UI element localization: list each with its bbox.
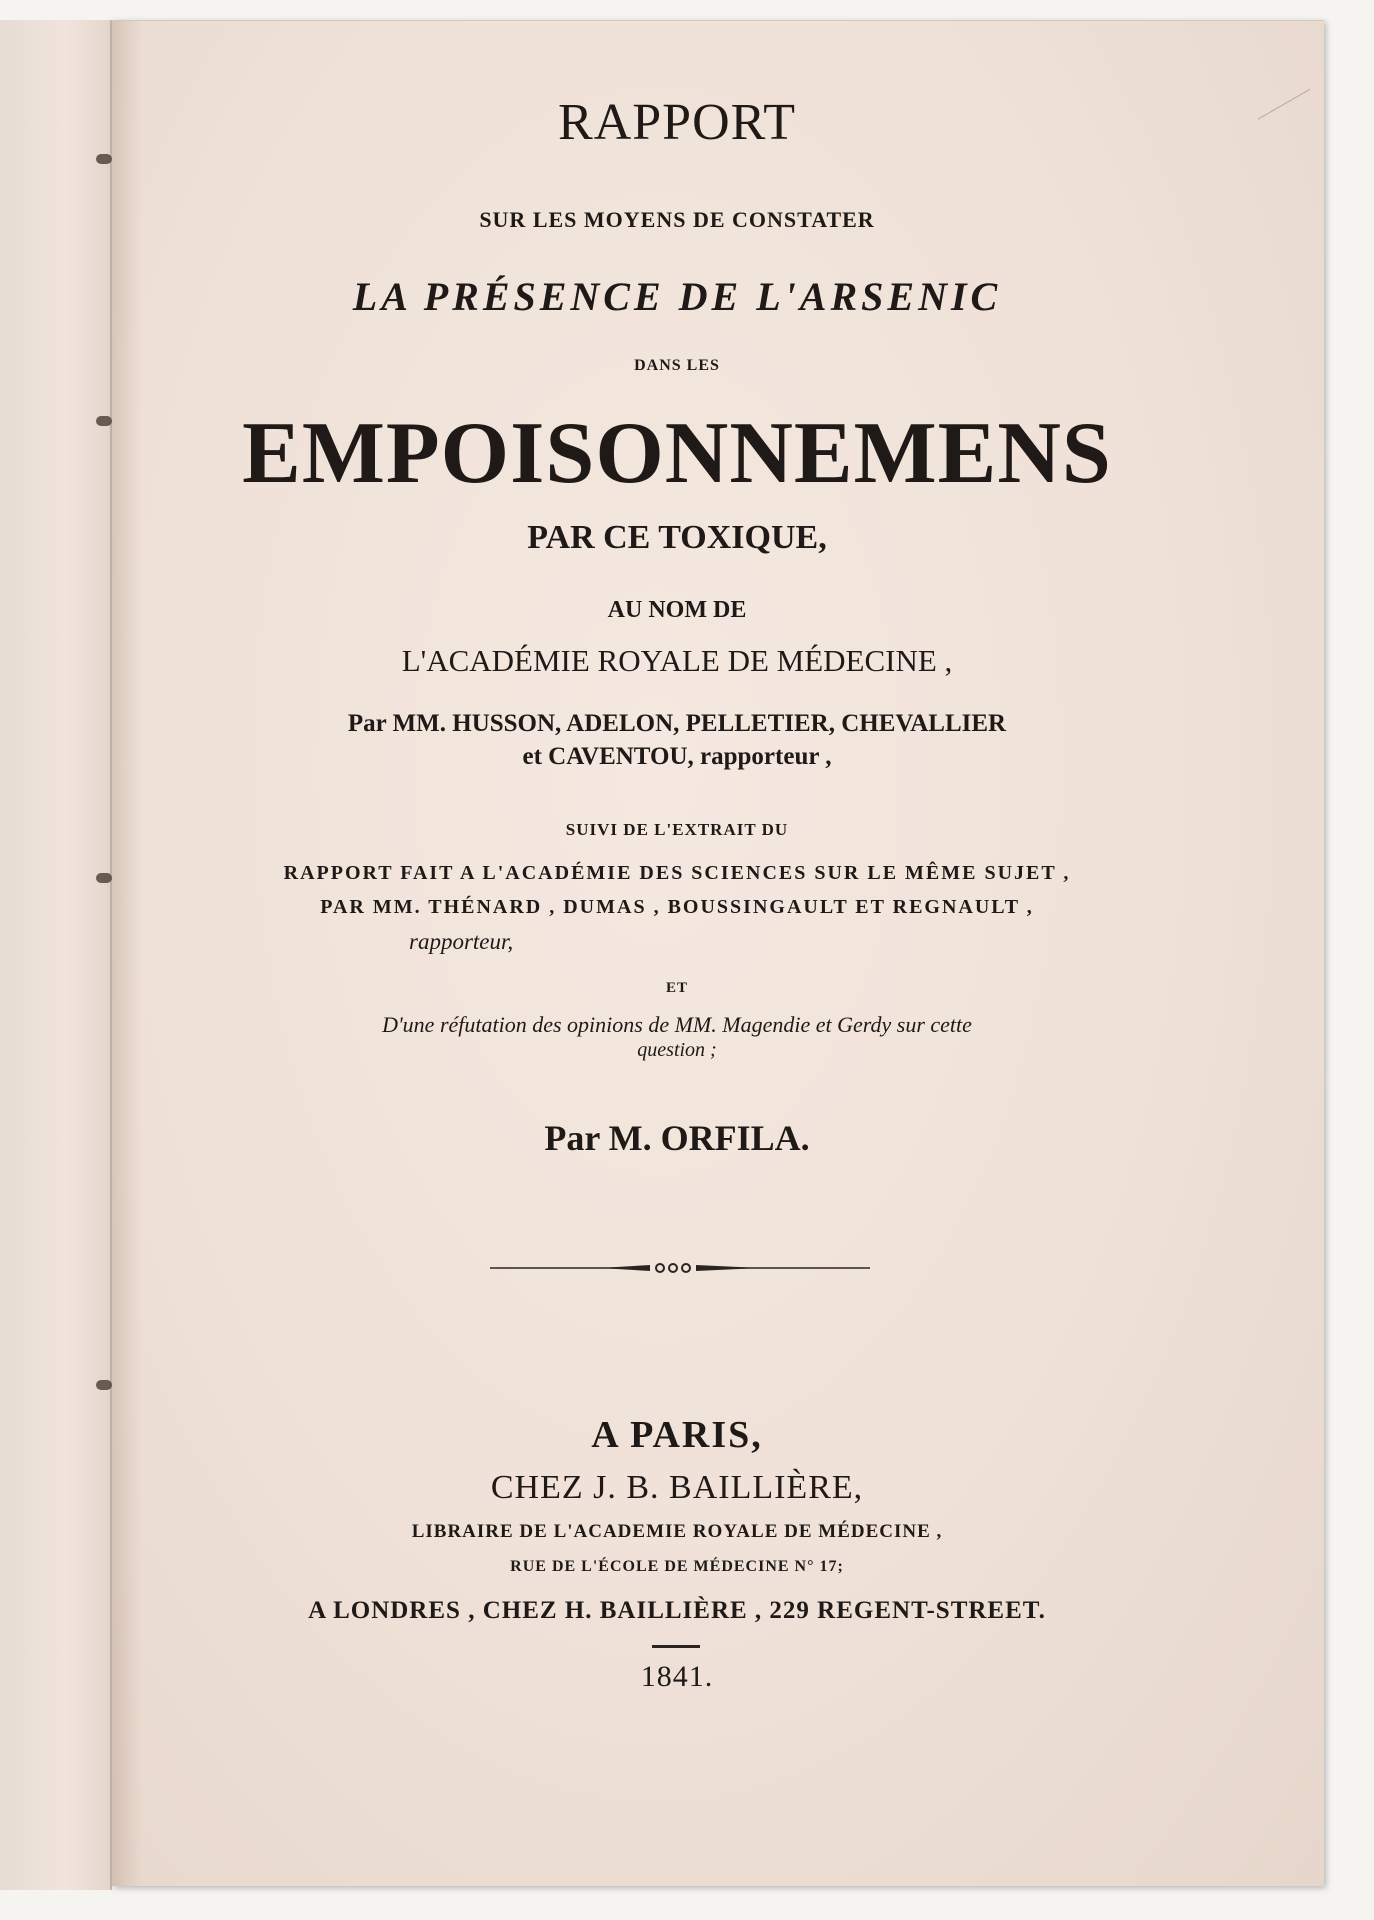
ornament-rule-icon xyxy=(490,1261,870,1275)
page-title: RAPPORT xyxy=(558,94,796,151)
imprint-year: 1841. xyxy=(640,1660,714,1693)
subtitle-small: SUIVI DE L'EXTRAIT DU xyxy=(565,820,789,839)
subtitle-small: DANS LES xyxy=(634,357,720,374)
binding-stitch xyxy=(96,1380,112,1390)
corner-curl xyxy=(1258,89,1330,155)
institution-line: L'ACADÉMIE ROYALE DE MÉDECINE , xyxy=(401,643,953,678)
authors-line: et CAVENTOU, rapporteur , xyxy=(522,743,832,770)
title-page xyxy=(112,20,1324,1886)
subtitle-emphasis: LA PRÉSENCE DE L'ARSENIC xyxy=(352,274,1002,319)
main-heading: EMPOISONNEMENS xyxy=(242,405,1112,502)
divider xyxy=(652,1645,700,1648)
imprint-publisher-role: LIBRAIRE DE L'ACADEMIE ROYALE DE MÉDECINE , xyxy=(411,1521,943,1542)
imprint-city: A PARIS, xyxy=(591,1414,763,1456)
binding-stitch xyxy=(96,154,112,164)
imprint-address: RUE DE L'ÉCOLE DE MÉDECINE N° 17; xyxy=(510,1558,844,1575)
imprint-publisher: CHEZ J. B. BAILLIÈRE, xyxy=(490,1469,864,1506)
rapporteur-line: rapporteur, xyxy=(409,929,514,954)
refutation-line: question ; xyxy=(637,1039,717,1061)
second-report-line: RAPPORT FAIT A L'ACADÉMIE DES SCIENCES SUR LE MÊME SUJET , xyxy=(283,862,1071,884)
refutation-line: D'une réfutation des opinions de MM. Magendie et Gerdy sur cette xyxy=(382,1012,972,1037)
imprint-london: A LONDRES , CHEZ H. BAILLIÈRE , 229 REGENT-STREET. xyxy=(308,1597,1046,1624)
subtitle-line: AU NOM DE xyxy=(607,597,747,623)
binding-stitch xyxy=(96,873,112,883)
conjunction-line: ET xyxy=(665,980,688,996)
subtitle-line: SUR LES MOYENS DE CONSTATER xyxy=(479,207,875,232)
second-report-line: PAR MM. THÉNARD , DUMAS , BOUSSINGAULT ET REGNAULT , xyxy=(320,896,1034,918)
author-line: Par M. ORFILA. xyxy=(544,1118,810,1158)
binding-stitch xyxy=(96,416,112,426)
previous-leaf xyxy=(0,20,112,1890)
authors-line: Par MM. HUSSON, ADELON, PELLETIER, CHEVALLIER xyxy=(347,710,1007,737)
subtitle-line: PAR CE TOXIQUE, xyxy=(527,519,827,556)
